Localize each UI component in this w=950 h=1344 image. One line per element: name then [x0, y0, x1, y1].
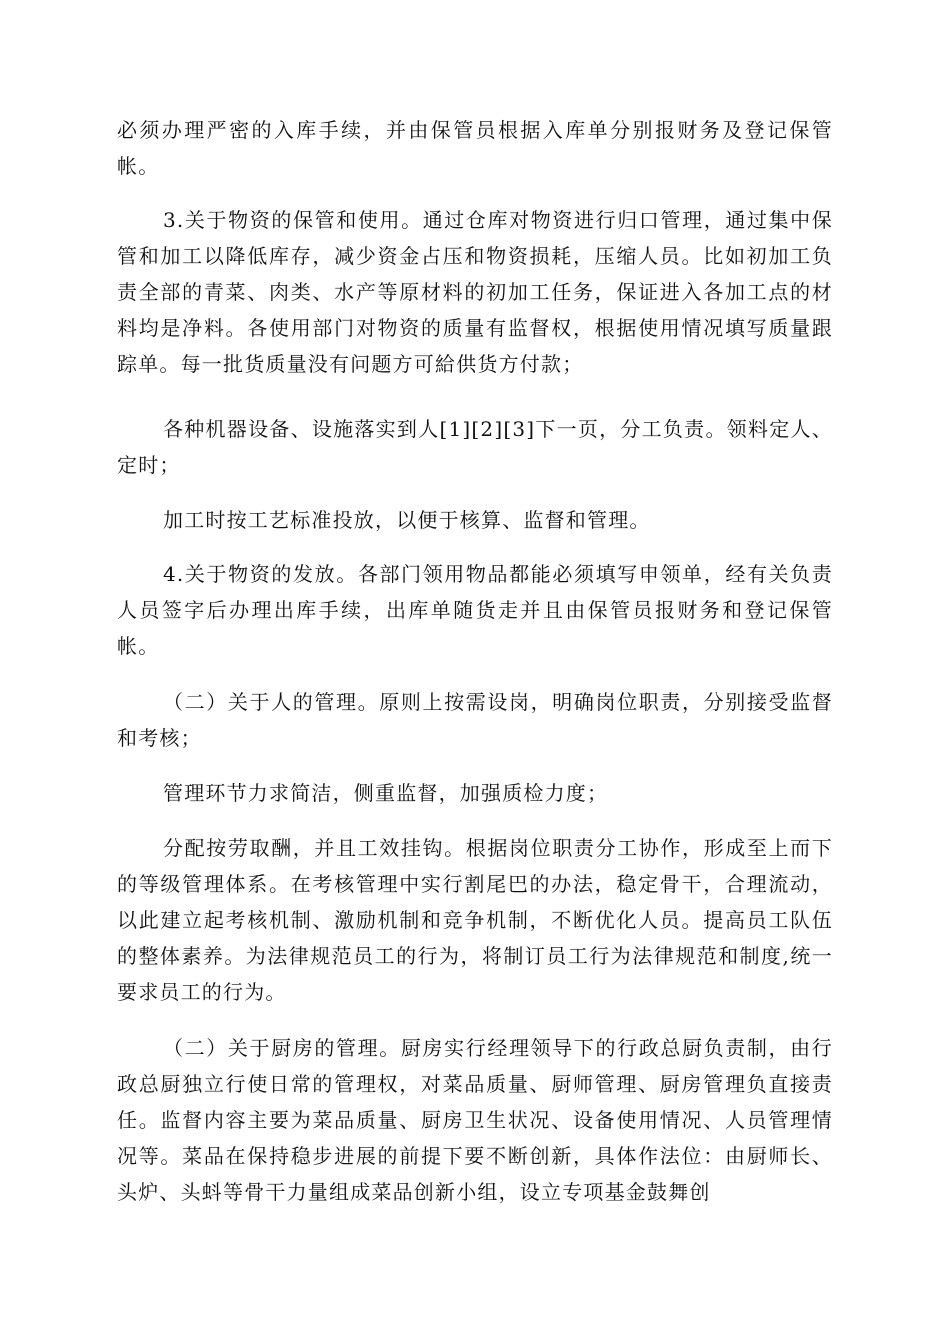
paragraph-equipment-responsibility: 各种机器设备、设施落实到人[1][2][3]下一页，分工负责。领料定人、定时； — [117, 417, 833, 477]
paragraph-storage-and-use: 3.关于物资的保管和使用。通过仓库对物资进行归口管理，通过集中保管和加工以降低库存，减少资金占压和物资损耗，压缩人员。比如初加工负责全部的青菜、肉类、水产等原材料的初加工任务，保证进入各加工点的材料均是净料。各使用部门对物资的质量有监督权，根据使用情况填写质量跟踪单。每一批货质量没有问题方可給供货方付款； — [117, 208, 833, 376]
paragraph-personnel-management: （二）关于人的管理。原则上按需设岗，明确岗位职责，分别接受监督和考核； — [117, 690, 833, 750]
paragraph-processing-standard: 加工时按工艺标准投放，以便于核算、监督和管理。 — [163, 508, 651, 532]
paragraph-distribution-by-labor: 分配按劳取酬，并且工效挂钩。根据岗位职责分工协作，形成至上而下的等级管理体系。在考核管理中实行割尾巴的办法，稳定骨干，合理流动，以此建立起考核机制、激励机制和竞争机制，不断优化人员。提高员工队伍的整体素养。为法律规范员工的行为，将制订员工行为法律规范和制度,统一要求员工的行为。 — [117, 836, 833, 1004]
paragraph-management-simplicity: 管理环节力求简洁，侧重监督，加强质检力度； — [163, 781, 609, 805]
paragraph-continuation-warehouse-entry: 必须办理严密的入库手续，并由保管员根据入库单分别报财务及登记保管帐。 — [117, 118, 833, 178]
paragraph-material-distribution: 4.关于物资的发放。各部门领用物品都能必须填写申领单，经有关负责人员签字后办理出库手续，出库单随货走并且由保管员报财务和登记保管帐。 — [117, 562, 833, 658]
paragraph-kitchen-management: （二）关于厨房的管理。厨房实行经理领导下的行政总厨负责制，由行政总厨独立行使日常的管理权，对菜品质量、厨师管理、厨房管理负直接责任。监督内容主要为菜品质量、厨房卫生状况、设备使用情况、人员管理情况等。菜品在保持稳步进展的前提下要不断创新，具体作法位：由厨师长、头炉、头蚪等骨干力量组成菜品创新小组，设立专项基金鼓舞创 — [117, 1036, 833, 1204]
